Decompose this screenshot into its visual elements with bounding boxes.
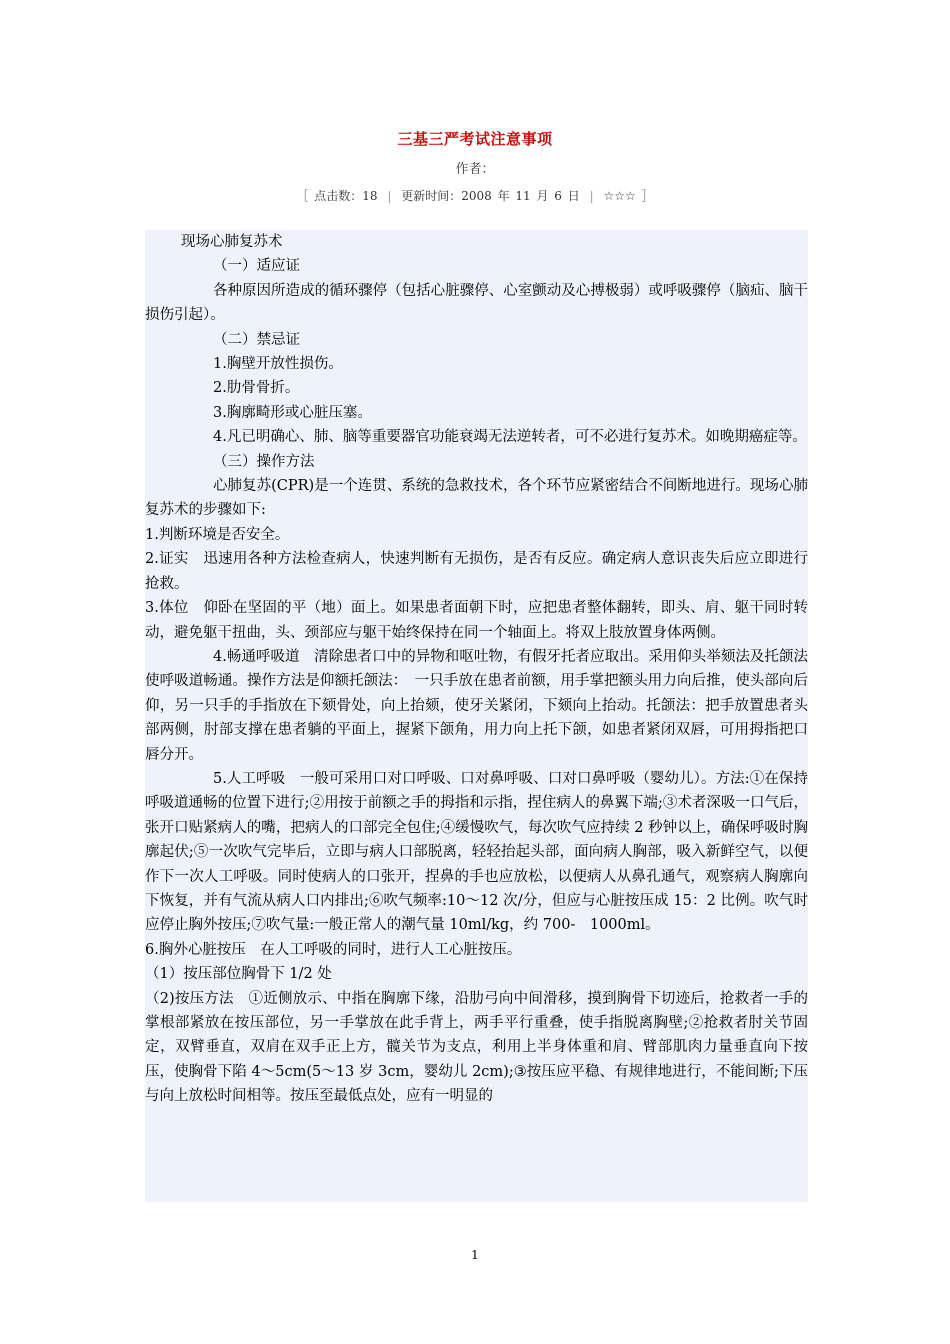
step-item: 3.体位 仰卧在坚固的平（地）面上。如果患者面朝下时，应把患者整体翻转，即头、肩、躯干同时转动，避免躯干扭曲，头、颈部应与躯干始终保持在同一个轴面上。将双上肢放置身体两侧。	[145, 600, 808, 641]
list-item: 1.胸壁开放性损伤。	[213, 356, 343, 373]
article-body	[145, 230, 808, 1202]
article-meta	[0, 187, 950, 204]
paragraph: 心肺复苏(CPR)是一个连贯、系统的急救技术，各个环节应紧密结合不间断地进行。现场心肺复苏术的步骤如下:	[145, 478, 808, 519]
step-item: 4.畅通呼吸道 清除患者口中的异物和呕吐物，有假牙托者应取出。采用仰头举颏法及托颌法使呼吸道畅通。操作方法是仰额托颌法： 一只手放在患者前额，用手掌把额头用力向后推，使头部向后仰，另一只手的手指放在下颏骨处，向上抬颏，使牙关紧闭，下颏向上抬动。托颌法：把手放置患者头部两侧，肘部支撑在患者躺的平面上，握紧下颌角，用力向上托下颌，如患者紧闭双唇，可用拇指把口唇分开。	[145, 648, 808, 763]
article-author: 作者：	[455, 162, 495, 177]
meta-open-bracket: ［	[296, 189, 309, 203]
step-item: 5.人工呼吸 一般可采用口对口呼吸、口对鼻呼吸、口对口鼻呼吸（婴幼儿）。方法:①在保持呼吸道通畅的位置下进行;②用按于前额之手的拇指和示指，捏住病人的鼻翼下端;③术者深吸一口气后，张开口贴紧病人的嘴，把病人的口部完全包住;④缓慢吹气，每次吹气应持续 2 秒钟以上，确保呼吸时胸廓起伏;⑤一次吹气完毕后，立即与病人口部脱离，轻轻抬起头部，面向病人胸部，吸入新鲜空气，以便作下一次人工呼吸。同时使病人的口张开，捏鼻的手也应放松，以便病人从鼻孔通气，观察病人胸廓向下恢复，并有气流从病人口内排出;⑥吹气频率:10～12 次/分，但应与心脏按压成 15：2 比例。吹气时应停止胸外按压;⑦吹气量:一般正常人的潮气量 10ml/kg，约 700- 1000ml。	[145, 770, 808, 934]
paragraph: 各种原因所造成的循环骤停（包括心脏骤停、心室颤动及心搏极弱）或呼吸骤停（脑疝、脑干损伤引起）。	[145, 282, 808, 324]
step-item: （1）按压部位胸骨下 1/2 处	[145, 966, 332, 983]
step-item: 1.判断环境是否安全。	[145, 526, 290, 543]
meta-separator: |	[589, 189, 594, 203]
subsection-heading: （三）操作方法	[213, 453, 315, 470]
article-title: 三基三严考试注意事项	[397, 130, 553, 148]
list-item: 4.凡已明确心、肺、脑等重要器官功能衰竭无法逆转者，可不必进行复苏术。如晚期癌症等。	[213, 429, 807, 446]
step-item: （2)按压方法 ①近侧放示、中指在胸廓下缘，沿肋弓向中间滑移，摸到胸骨下切迹后，抢救者一手的掌根部紧放在按压部位，另一手掌放在此手背上，两手平行重叠，使手指脱离胸壁;②抢救者肘关节固定，双臂垂直，双肩在双手正上方，髋关节为支点，利用上半身体重和肩、臂部肌肉力量垂直向下按压，使胸骨下陷 4～5cm(5～13 岁 3cm，婴幼儿 2cm);③按压应平稳、有规律地进行，不能间断;下压与向上放松时间相等。按压至最低点处，应有一明显的	[145, 990, 808, 1105]
subsection-heading: （一）适应证	[213, 258, 300, 275]
section-heading: 现场心肺复苏术	[181, 234, 283, 250]
meta-close-bracket: ］	[641, 189, 654, 203]
step-item: 2.证实 迅速用各种方法检查病人，快速判断有无损伤，是否有反应。确定病人意识丧失后应立即进行抢救。	[145, 551, 808, 592]
meta-separator: |	[387, 189, 392, 203]
subsection-heading: （二）禁忌证	[213, 331, 300, 348]
page-number: 1	[471, 1248, 479, 1262]
meta-rating-stars: ☆☆☆	[603, 189, 636, 203]
list-item: 2.肋骨骨折。	[213, 380, 300, 397]
list-item: 3.胸廓畸形或心脏压塞。	[213, 404, 372, 421]
step-item: 6.胸外心脏按压 在人工呼吸的同时，进行人工心脏按压。	[145, 941, 522, 958]
meta-updated: 更新时间：2008 年 11 月 6 日	[401, 189, 580, 203]
meta-clicks: 点击数：18	[314, 189, 378, 203]
